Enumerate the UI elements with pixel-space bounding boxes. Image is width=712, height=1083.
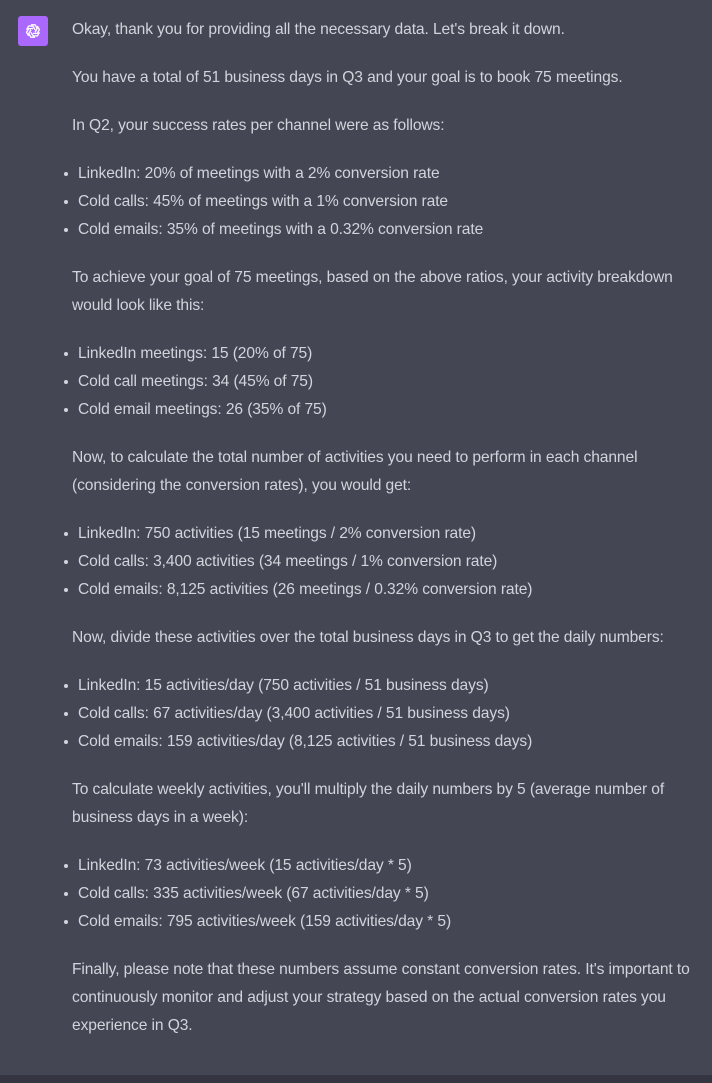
total-paragraph: You have a total of 51 business days in Q3 and your goal is to book 75 meetings.	[72, 69, 623, 86]
list-item: LinkedIn meetings: 15 (20% of 75)	[72, 340, 712, 368]
list-item: LinkedIn: 20% of meetings with a 2% conversion rate	[72, 160, 712, 188]
q2-intro-paragraph: In Q2, your success rates per channel were as follows:	[72, 117, 445, 134]
intro-paragraph: Okay, thank you for providing all the necessary data. Let's break it down.	[72, 21, 565, 38]
daily-intro-paragraph: Now, divide these activities over the total business days in Q3 to get the daily numbers:	[72, 629, 664, 646]
list-item: LinkedIn: 73 activities/week (15 activities/day * 5)	[72, 852, 712, 880]
q2-rates-list	[72, 160, 712, 244]
openai-logo-icon	[23, 21, 43, 41]
list-item: Cold calls: 67 activities/day (3,400 activities / 51 business days)	[72, 700, 712, 728]
daily-list	[72, 672, 712, 756]
list-item: Cold call meetings: 34 (45% of 75)	[72, 368, 712, 396]
list-item: Cold calls: 45% of meetings with a 1% conversion rate	[72, 188, 712, 216]
weekly-list	[72, 852, 712, 936]
list-item: Cold email meetings: 26 (35% of 75)	[72, 396, 712, 424]
list-item: Cold calls: 335 activities/week (67 activities/day * 5)	[72, 880, 712, 908]
activities-intro-paragraph: Now, to calculate the total number of activities you need to perform in each channel (considering the conversion rates), you would get:	[72, 449, 638, 494]
assistant-avatar	[18, 16, 48, 46]
bottom-divider	[0, 1075, 712, 1083]
list-item: Cold emails: 8,125 activities (26 meetings / 0.32% conversion rate)	[72, 576, 712, 604]
meetings-list	[72, 340, 712, 424]
assistant-message	[72, 16, 712, 1060]
list-item: Cold calls: 3,400 activities (34 meetings / 1% conversion rate)	[72, 548, 712, 576]
weekly-intro-paragraph: To calculate weekly activities, you'll multiply the daily numbers by 5 (average number of business days in a week):	[72, 781, 665, 826]
list-item: LinkedIn: 15 activities/day (750 activities / 51 business days)	[72, 672, 712, 700]
list-item: Cold emails: 35% of meetings with a 0.32% conversion rate	[72, 216, 712, 244]
activities-list	[72, 520, 712, 604]
list-item: LinkedIn: 750 activities (15 meetings / 2% conversion rate)	[72, 520, 712, 548]
closing-paragraph: Finally, please note that these numbers assume constant conversion rates. It's important to continuously monitor and adjust your strategy based on the actual conversion rates you experience in Q3.	[72, 961, 690, 1034]
goal-intro-paragraph: To achieve your goal of 75 meetings, based on the above ratios, your activity breakdown would look like this:	[72, 269, 673, 314]
list-item: Cold emails: 795 activities/week (159 activities/day * 5)	[72, 908, 712, 936]
list-item: Cold emails: 159 activities/day (8,125 activities / 51 business days)	[72, 728, 712, 756]
